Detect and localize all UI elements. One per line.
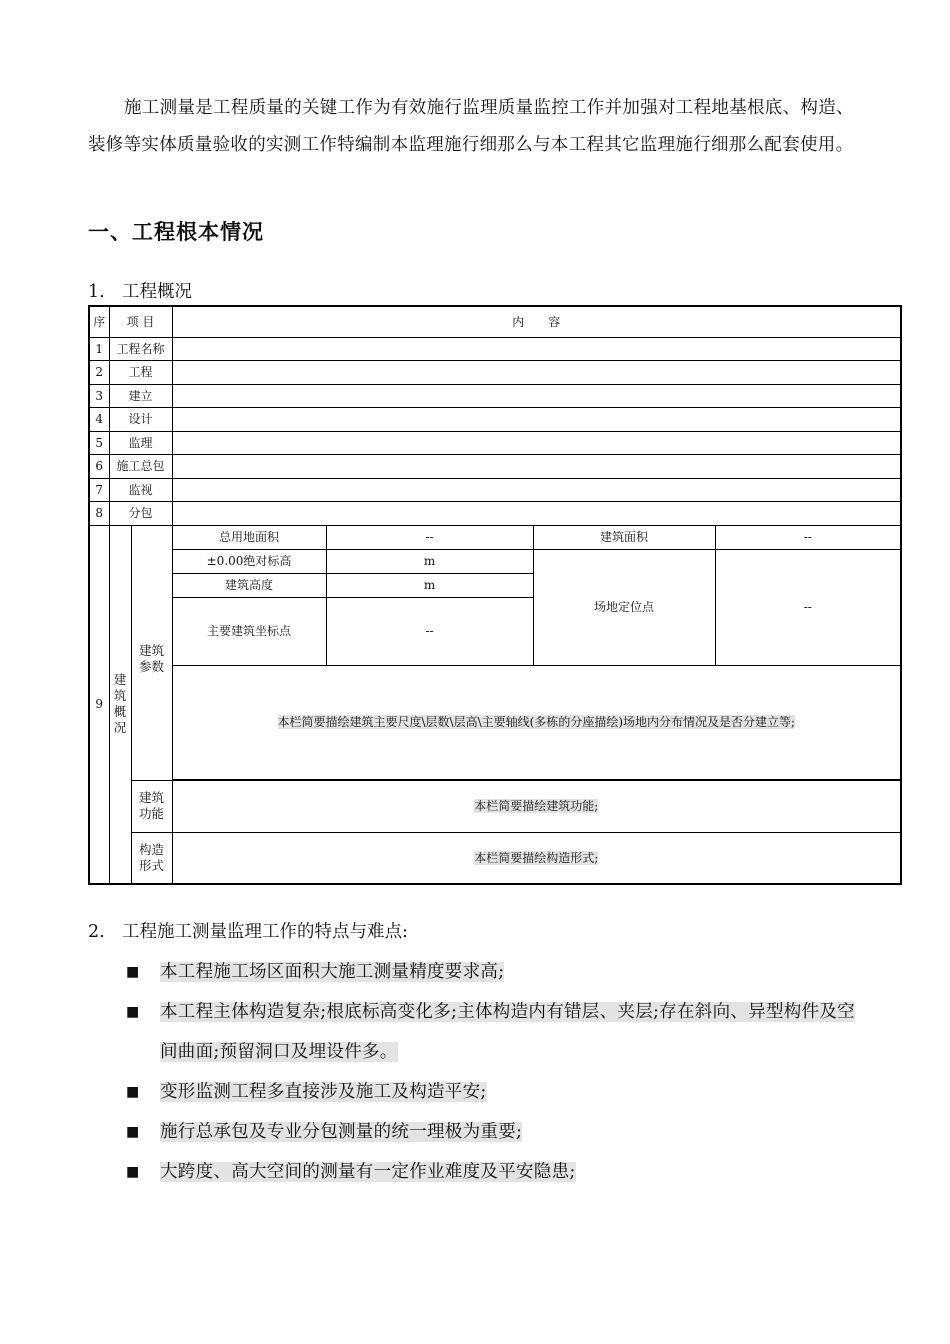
row-label: 工程 [109, 361, 172, 385]
square-bullet-icon: ■ [126, 964, 140, 980]
header-content: 内 容 [172, 306, 901, 337]
subheading-number: 2. [88, 922, 105, 942]
structure-form-label: 构造 形式 [131, 832, 172, 884]
row-number: 3 [89, 384, 109, 408]
table-row [89, 384, 901, 408]
row-content [172, 337, 901, 361]
building-area-label: 建筑面积 [533, 525, 715, 549]
structure-description [172, 832, 901, 884]
subheading-title: 工程施工测量监理工作的特点与难点: [122, 922, 408, 942]
table-row [89, 549, 901, 573]
intro-text: 施工测量是工程质量的关键工作为有效施行监理质量监控工作并加强对工程地基根底、构造、装修等实体质量验收的实测工作特编制本监理施行细那么与本工程其它监理施行细那么配套使用。 [88, 98, 854, 155]
function-description [172, 780, 901, 832]
building-height-value: m [326, 573, 533, 597]
list-item: ■ 施行总承包及专业分包测量的统一理极为重要; [126, 1112, 866, 1152]
list-item: ■ 大跨度、高大空间的测量有一定作业难度及平安隐患; [126, 1152, 866, 1192]
row-number: 9 [89, 525, 109, 884]
building-area-value: -- [715, 525, 901, 549]
section-heading: 一、工程根本情况 [88, 220, 264, 244]
subheading-number: 1. [88, 282, 105, 302]
header-item: 项 目 [109, 306, 172, 337]
square-bullet-icon: ■ [126, 1004, 140, 1020]
total-land-area-value: -- [326, 525, 533, 549]
table-row [89, 780, 901, 832]
row-label: 工程名称 [109, 337, 172, 361]
row-number: 1 [89, 337, 109, 361]
table-row [89, 832, 901, 884]
project-info-table [88, 305, 902, 885]
structure-description-text: 本栏简要描绘构造形式; [474, 850, 599, 865]
row-label: 施工总包 [109, 455, 172, 479]
square-bullet-icon: ■ [126, 1084, 140, 1100]
coordinate-value: -- [326, 597, 533, 665]
list-item: ■ 本工程施工场区面积大施工测量精度要求高; [126, 952, 866, 992]
subheading-2 [88, 918, 408, 943]
table-row [89, 525, 901, 549]
table-row [89, 361, 901, 385]
absolute-elevation-value: m [326, 549, 533, 573]
difficulty-list [126, 952, 866, 1192]
row-content [172, 431, 901, 455]
building-params-label: 建筑 参数 [131, 525, 172, 780]
params-description-text: 本栏简要描绘建筑主要尺度\层数\层高\主要轴线(多栋的分座描绘)场地内分布情况及是否分建立等; [277, 715, 796, 729]
table-row [89, 478, 901, 502]
params-description [172, 665, 901, 779]
site-position-label: 场地定位点 [533, 549, 715, 665]
coordinate-label: 主要建筑坐标点 [172, 597, 326, 665]
absolute-elevation-label: ±0.00绝对标高 [172, 549, 326, 573]
row-content [172, 384, 901, 408]
row-number: 7 [89, 478, 109, 502]
row-content [172, 502, 901, 526]
row-label: 监视 [109, 478, 172, 502]
total-land-area-label: 总用地面积 [172, 525, 326, 549]
square-bullet-icon: ■ [126, 1124, 140, 1140]
subheading-1 [88, 278, 192, 303]
row-number: 2 [89, 361, 109, 385]
table-row [89, 431, 901, 455]
table-row [89, 502, 901, 526]
row-number: 4 [89, 408, 109, 432]
building-function-label: 建筑 功能 [131, 780, 172, 832]
function-description-text: 本栏简要描绘建筑功能; [474, 799, 599, 813]
intro-paragraph [88, 90, 868, 164]
building-height-label: 建筑高度 [172, 573, 326, 597]
subheading-title: 工程概况 [122, 282, 192, 302]
square-bullet-icon: ■ [126, 1164, 140, 1180]
table-row [89, 455, 901, 479]
list-item: ■ 变形监测工程多直接涉及施工及构造平安; [126, 1072, 866, 1112]
row-label: 设计 [109, 408, 172, 432]
row-content [172, 478, 901, 502]
table-row [89, 408, 901, 432]
row-content [172, 455, 901, 479]
table-row [89, 337, 901, 361]
row-label: 分包 [109, 502, 172, 526]
table-header-row [89, 306, 901, 337]
row-content [172, 408, 901, 432]
list-item: ■ 本工程主体构造复杂;根底标高变化多;主体构造内有错层、夹层;存在斜向、异型构件及空间曲面;预留洞口及埋设件多。 [126, 992, 866, 1072]
table-row [89, 665, 901, 779]
row-number: 5 [89, 431, 109, 455]
site-position-value: -- [715, 549, 901, 665]
row-number: 8 [89, 502, 109, 526]
row-content [172, 361, 901, 385]
building-overview-label: 建 筑 概 况 [109, 525, 131, 884]
row-label: 建立 [109, 384, 172, 408]
row-number: 6 [89, 455, 109, 479]
row-label: 监理 [109, 431, 172, 455]
header-seq: 序 [89, 306, 109, 337]
